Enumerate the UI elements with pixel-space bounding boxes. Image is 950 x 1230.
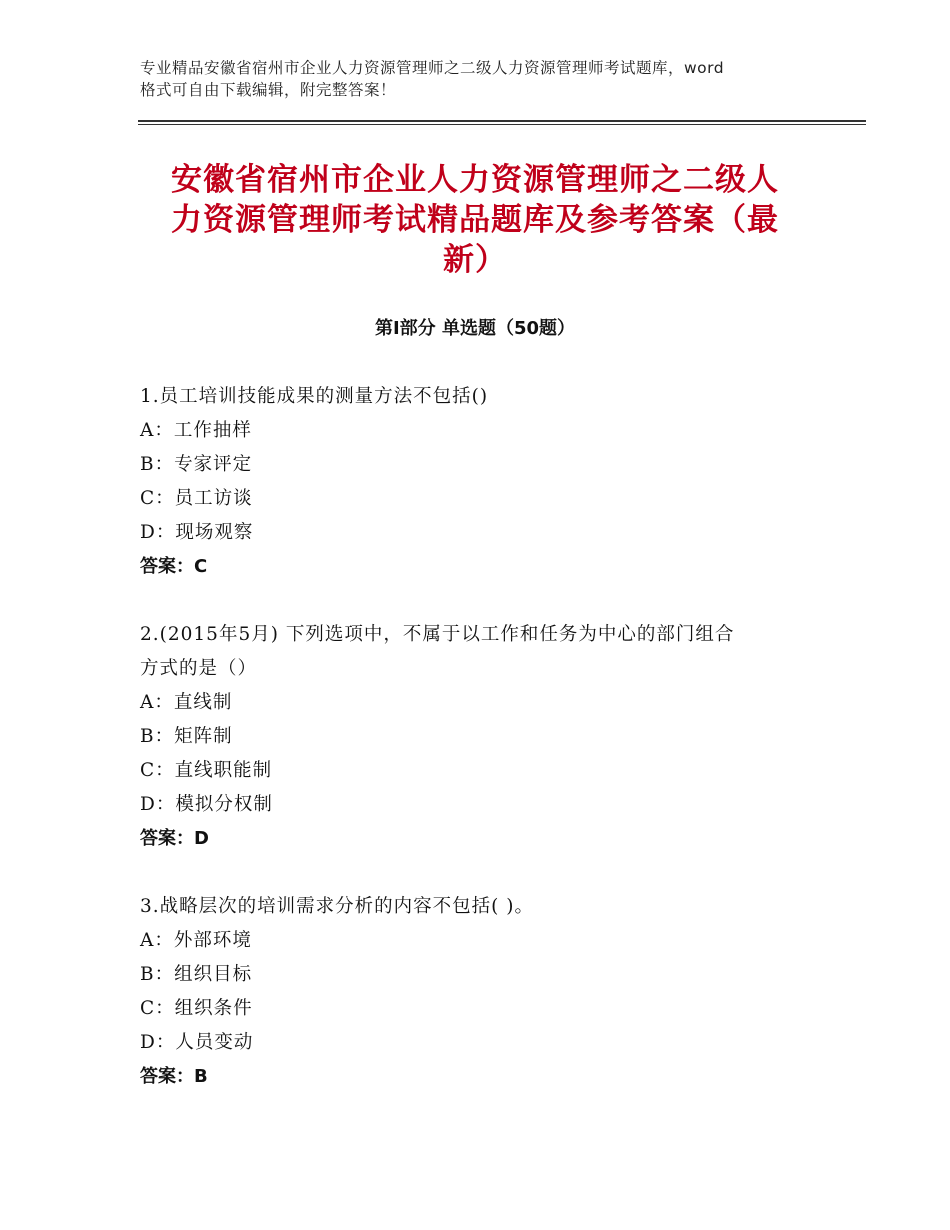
question-item	[140, 380, 810, 584]
question-item	[140, 618, 810, 856]
section-title: 第Ⅰ部分 单选题（50题）	[374, 318, 575, 339]
answer-label: 答案：C	[140, 556, 208, 577]
option-c: C：员工访谈	[140, 488, 253, 509]
header-note-line: 格式可自由下载编辑，附完整答案！	[140, 81, 397, 99]
option-b: B：专家评定	[140, 454, 253, 475]
header-divider-thin	[138, 124, 866, 125]
question-stem: 2.(2015年5月) 下列选项中，不属于以工作和任务为中心的部门组合	[140, 624, 735, 645]
header-note	[140, 57, 830, 101]
question-stem: 1.员工培训技能成果的测量方法不包括()	[140, 386, 489, 407]
question-stem-continued: 方式的是（）	[140, 658, 258, 679]
document-title-line: 新）	[443, 242, 507, 278]
document-title-line: 安徽省宿州市企业人力资源管理师之二级人	[171, 162, 779, 198]
option-d: D：现场观察	[140, 522, 254, 543]
option-a: A：直线制	[140, 692, 233, 713]
option-b: B：矩阵制	[140, 726, 233, 747]
option-d: D：人员变动	[140, 1032, 254, 1053]
header-note-line: 专业精品安徽省宿州市企业人力资源管理师之二级人力资源管理师考试题库，word	[140, 59, 725, 77]
option-a: A：工作抽样	[140, 420, 252, 441]
document-title	[130, 160, 820, 280]
option-d: D：模拟分权制	[140, 794, 273, 815]
option-a: A：外部环境	[140, 930, 252, 951]
document-title-line: 力资源管理师考试精品题库及参考答案（最	[171, 202, 779, 238]
question-item	[140, 890, 810, 1094]
header-divider	[138, 120, 866, 122]
answer-label: 答案：B	[140, 1066, 208, 1087]
question-stem: 3.战略层次的培训需求分析的内容不包括( )。	[140, 896, 534, 917]
answer-label: 答案：D	[140, 828, 209, 849]
option-c: C：组织条件	[140, 998, 253, 1019]
question-list	[140, 380, 810, 1128]
option-b: B：组织目标	[140, 964, 253, 985]
option-c: C：直线职能制	[140, 760, 273, 781]
